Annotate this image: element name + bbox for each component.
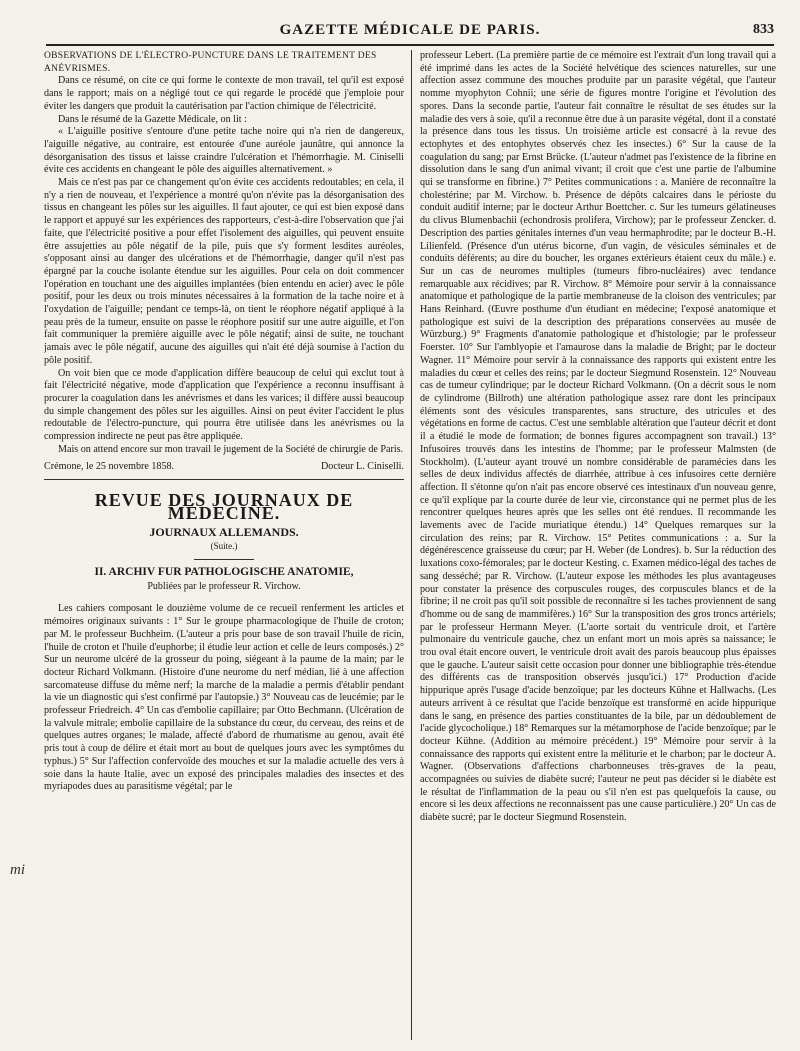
- right-column: [420, 50, 776, 1040]
- short-divider: [194, 559, 254, 560]
- paragraph: Dans ce résumé, on cite ce qui forme le contexte de mon travail, tel qu'il est exposé dans le rapport; mais on a négligé tout ce qui regarde le procédé que j'emploie pour éviter les dangers que produit la cautérisation par l'action chimique de l'électricité.: [44, 75, 404, 112]
- signature-place: Crémone, le 25 novembre 1858.: [44, 460, 175, 472]
- paragraph: Mais ce n'est pas par ce changement qu'on évite ces accidents redoutables; en cela, il n'y a rien de nouveau, et l'expérience a montré qu'on n'évite pas la désorganisation des tissus en changeant les pôles sur les aiguilles. Il faut ajouter, ce qui est bien exposé dans le rapport et appuyé sur les expériences des rapporteurs, c'est-à-dire l'observation que j'ai faite, que l'électricité positive a pour effet l'isolement des aiguilles, qui peuvent ensuite être assujetties au pôle négatif de la pile, puis que s'y forment lesdites auréoles, s'opposant ainsi au danger des ulcérations et de l'hémorrhagie, danger qu'il n'est pas épargné par la couche isolante étendue sur les aiguilles. Pour cela on doit commencer l'opération en touchant une des aiguilles implantées (bien entendu en acier) avec le pôle positif, pour les deux ou trois minutes nécessaires à la formation de la tache noire et à l'oxydation de l'aiguille; pendant ce temps-là, on tient le réophore négatif appliqué à la peau près de la tumeur, ensuite on passe le réophore positif sur une autre aiguille, et l'on fait communiquer la première aiguille avec le pôle négatif; ainsi de suite, ne touchant jamais avec le pôle négatif, aucune des aiguilles qui n'ait été déjà soumise à l'action du pôle positif.: [44, 177, 404, 366]
- column-divider: [411, 50, 412, 1040]
- quoted-paragraph: « L'aiguille positive s'entoure d'une petite tache noire qui n'a rien de dangereux, l'aiguille négative, au contraire, est entourée d'une auréole jaunâtre, qui annonce la désorganisation des tissus et laisse craindre l'ulcération et l'hémorrhagie. M. Ciniselli évite ces accidents en changeant le pôle des aiguilles alternativement. »: [44, 126, 404, 176]
- section-divider: [44, 479, 404, 480]
- suite-label: (Suite.): [210, 541, 238, 552]
- paragraph: Mais on attend encore sur mon travail le jugement de la Société de chirurgie de Paris.: [58, 443, 404, 455]
- observation-title: OBSERVATIONS DE L'ÉLECTRO-PUNCTURE DANS LE TRAITEMENT DES ANÉVRISMES.: [44, 51, 377, 74]
- archiv-title: II. ARCHIV FUR PATHOLOGISCHE ANATOMIE,: [94, 566, 354, 579]
- signature-row: [44, 461, 404, 474]
- paragraph: Dans le résumé de la Gazette Médicale, on lit :: [58, 113, 247, 125]
- paragraph: professeur Lebert. (La première partie de ce mémoire est l'extrait d'un long travail qui a été imprimé dans les actes de la Société helvétique des sciences naturelles, sur une affection assez commune des mouches produite par un parasite végétal, que l'auteur nomme myophyton Cohnii; une série de figures montre l'origine et l'évolution des spores. Dans la seconde partie, l'auteur fait connaître le résultat de ses études sur la maladie des vers à soie, qu'il a reconnue être due à un parasite végétal, dont il a constaté la présence dans tous les tissus. Un troisième article est consacré à la revue des ectophytes et des entophytes observés chez les insectes.) 6° Sur la cause de la coagulation du sang; par Ernst Brücke. (L'auteur n'admet pas l'existence de la fibrine en dissolution dans le sang d'un animal vivant; il croit que c'est une partie de l'albumine qui se transforme en fibrine.) 7° Petites communications : a. Manière de reconnaître la cholestérine; par M. Virchow. b. Présence de dépôts calcaires dans le périoste du conduit auditif interne; par le docteur Arthur Boettcher. c. Sur les tumeurs gélatineuses du clivus Blumenbachii (echondrosis prolifera, Virchow); par le professeur Zencker. d. Description des parties génitales internes d'un veau hermaphrodite; par le docteur B.-H. Lilienfeld. (Présence d'un utérus bicorne, d'un vagin, de vésicules séminales et de conduits déférents; au dire du boucher, les organes extérieurs étaient ceux du mâle.) e. Sur un cas de neuromes multiples (tumeurs fibro-nucléaires) avec tendance remarquable aux récidives; par R. Virchow. 8° Mémoire pour servir à la connaissance anatomique et pathologique de la partie membraneuse de la cloison des ventricules; par Hans Reinhard. (Œuvre posthume d'un étudiant en médecine; l'exposé anatomique et pathologique est suivi de la description des préparations conservées au musée de Würzburg.) 9° Fragments d'anatomie pathologique et d'histologie; par le professeur Foerster. 10° Sur l'amblyopie et l'amaurose dans la maladie de Bright; par le docteur Wagner. 11° Mémoire pour servir à la connaissance des rapports qui existent entre les maladies du cœur et celles des reins; par le docteur Siegmund Rosenstein. 12° Nouveau cas de tumeur cylindrique; par le docteur Richard Volkmann. (On a décrit sous le nom de cylindrome (Billroth) une altération pathologique assez rare dont les principaux éléments sont des vésicules transparentes, sans structure, des utricules et des végétations en forme de cactus. C'est une semblable altération que l'auteur décrit et dont il a étudié le mode de formation; de bonnes figures accompagnent son travail.) 13° Infusoires trouvés dans les intestins de l'homme; par le professeur Malmsten (de Stockholm). (L'auteur ayant trouvé un nombre considérable de paramécies dans les selles de deux individus affectés de diarrhée, attribue à ces infusoires cette dernière affection. Il s'étonne qu'on n'ait pas encore observé ces intestinaux d'un nouveau genre, ce qu'il explique par la courte durée de leur vie, circonstance qui ne permet plus de les rencontrer quelques heures après que les selles ont été rendues. Il recommande les lavements avec de l'acide muriatique étendu.) 14° Quelques remarques sur la circulation des reins; par R. Virchow. 15° Petites communications : a. Sur la dégénérescence graisseuse du cœur; par H. Weber (de Londres). b. Sur la réduction des luxations coxo-fémorales; par le docteur Kesting. c. Examen médico-légal des taches de sang desséché; par R. Virchow. (L'auteur expose les méthodes les plus avantageuses pour constater la présence des corpuscules rouges, des corpuscules blancs et de la fibrine; il ne croit pas qu'il soit possible de reconnaître si les taches proviennent de sang d'homme ou de sang de mammifères.) 16° Sur la transposition des gros troncs artériels; par le professeur Hermann Meyer. (L'aorte sortait du ventricule droit, et l'artère pulmonaire du ventricule gauche, chez un enfant mort un mois après sa naissance; le trou oval était encore ouvert, le ventricule droit avait des parois beaucoup plus épaisses que le gauche. L'auteur saisit cette occasion pour donner une bibliographie très-étendue des différents cas de transposition observés jusqu'ici.) 17° Production d'acide hippurique après l'usage d'acide benzoïque; par les docteurs Kühne et Hallwachs. (Les auteurs arrivent à ce résultat que l'acide benzoïque est transformé en acide hippurique dans le sang, en présence des parties constituantes de la bile, par un dédoublement de l'acide glycocholique.) 18° Remarques sur la métamorphose de l'acide benzoïque; par le docteur Kühne. (Addition au mémoire précédent.) 19° Mémoire pour servir à la connaissance des rapports qui existent entre la méliturie et le charbon; par le docteur A. Wagner. (Observations d'affections charbonneuses très-graves de la peau, accompagnées ou suivies de diabète sucré; l'auteur ne peut pas décider si le diabète est le résultat de l'inflammation de la peau ou s'il n'en est pas quelquefois la cause, ou encore si les deux affections ne reconnaissent pas une cause particulière.) 20° Un cas de diabète sucré; par le docteur Siegmund Rosenstein.: [420, 50, 776, 824]
- paragraph: Les cahiers composant le douzième volume de ce recueil renferment les articles et mémoires originaux suivants : 1° Sur le groupe pharmacologique de l'huile de croton; par M. le professeur Buchheim. (L'auteur a pris pour base de son travail l'huile de ricin, l'huile de croton et l'huile d'euphorbe; il étudie leur action et celle de leurs composés.) 2° Sur un neurome ulcéré de la grosseur du poing, siégeant à la paume de la main; par le docteur Richard Volkmann. (Histoire d'une neurome du nerf médian, lié à une affection sarcomateuse diffuse du même nerf; la marche de la maladie a permis d'établir pendant la vie un diagnostic qui s'est confirmé par l'autopsie.) 3° Nouveau cas de leucémie; par le professeur Friedreich. 4° Un cas d'embolie capillaire; par Otto Bechmann. (Ulcération de la valvule mitrale; embolie capillaire de la substance du cœur, du cerveau, des reins et de quelques autres organes; le malade, affecté d'abord de rhumatisme au genou, avait été pris tout à coup de délire et était mort au bout de quelques jours avec les symptômes du typhus.) 5° Sur l'affection confervoïde des mouches et sur la maladie actuelle des vers à soie dans la haute Italie, avec un exposé des principales maladies des insectes et des myriapodes dues au parasitisme végétal; par le: [44, 603, 404, 793]
- journals-title: JOURNAUX ALLEMANDS.: [149, 524, 299, 539]
- journal-title: GAZETTE MÉDICALE DE PARIS.: [279, 22, 541, 38]
- review-title: REVUE DES JOURNAUX DE MÉDECINE.: [94, 490, 354, 523]
- left-column: [44, 50, 404, 1040]
- signature-name: Docteur L. Ciniselli.: [321, 460, 404, 472]
- archiv-subtitle: Publiées par le professeur R. Virchow.: [147, 580, 301, 592]
- page-number: 833: [753, 22, 774, 37]
- handwritten-margin-note: mi: [10, 862, 25, 878]
- page-header: [46, 22, 774, 46]
- paragraph: On voit bien que ce mode d'application diffère beaucoup de celui qui exclut tout à fait l'électricité négative, mode d'application que l'expérience a reconnu insuffisant à procurer la coagulation dans les anévrismes et dans les varices; il diffère aussi beaucoup du simple changement des pôles sur les aiguilles. Ainsi on peut éviter l'accident le plus redoutable de l'électro-puncture, qui pourra être utilisée dans les anévrismes ou la compression indirecte ne peut pas être appliquée.: [44, 367, 404, 443]
